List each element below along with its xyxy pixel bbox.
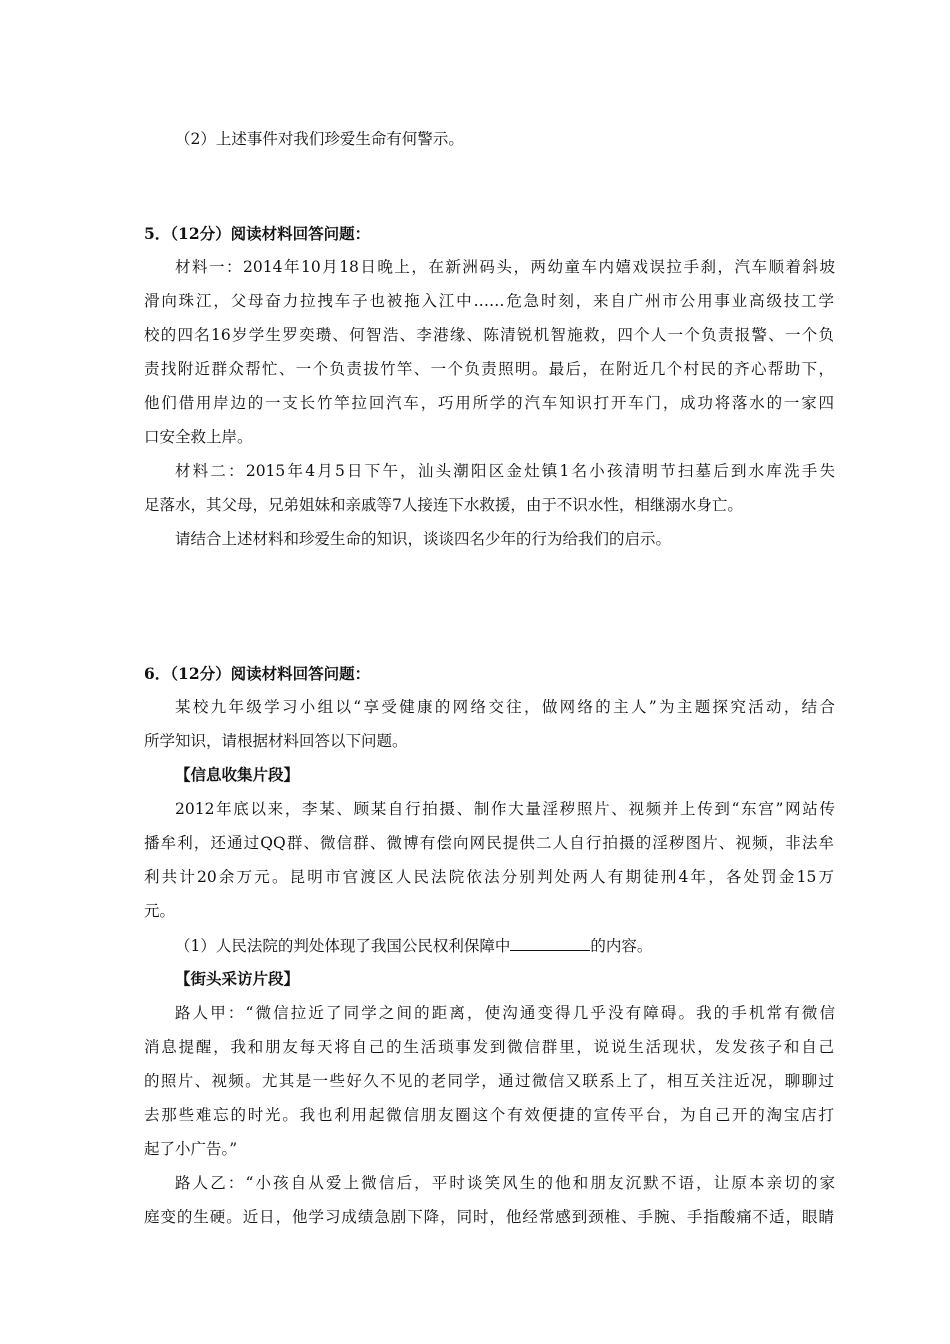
q6-section-info-title: 【信息收集片段】	[175, 765, 300, 784]
q6-passerby1-line: 路人甲：“微信拉近了同学之间的距离，使沟通变得几乎没有障碍。我的手机常有微信	[175, 1004, 835, 1022]
q5-material2-line: 材料二：2015年4月5日下午，汕头潮阳区金灶镇1名小孩清明节扫墓后到水库洗手失	[175, 462, 835, 480]
q5-question: 请结合上述材料和珍爱生命的知识，谈谈四名少年的行为给我们的启示。	[175, 530, 672, 548]
q6-passerby1-line: 的照片、视频。尤其是一些好久不见的老同学，通过微信又联系上了，相互关注近况，聊聊过	[144, 1072, 834, 1090]
q5-material1-line: 口安全救上岸。	[144, 428, 253, 446]
q6-intro-line: 所学知识，请根据材料回答以下问题。	[144, 732, 408, 750]
q5-material1-line: 他们借用岸边的一支长竹竿拉回汽车，巧用所学的汽车知识打开车门，成功将落水的一家四	[144, 394, 834, 412]
q6-passerby2-line: 庭变的生硬。近日，他学习成绩急剧下降，同时，他经常感到颈椎、手腕、手指酸痛不适，眼睛	[144, 1208, 834, 1226]
q5-material1-line: 责找附近群众帮忙、一个负责拔竹竿、一个负责照明。最后，在附近几个村民的齐心帮助下，	[144, 360, 834, 378]
q4-subquestion-2: （2）上述事件对我们珍爱生命有何警示。	[175, 130, 464, 148]
q6-subquestion-1	[175, 935, 835, 956]
q5-material2-line: 足落水，其父母，兄弟姐妹和亲戚等7人接连下水救援，由于不识水性，相继溺水身亡。	[144, 496, 743, 514]
q6-passerby2-line: 路人乙：“小孩自从爱上微信后，平时谈笑风生的他和朋友沉默不语，让原本亲切的家	[175, 1174, 835, 1192]
q6-sub1-text-after: 的内容。	[590, 937, 653, 955]
q5-material1-line: 滑向珠江，父母奋力拉拽车子也被拖入江中……危急时刻，来自广州市公用事业高级技工学	[144, 292, 834, 310]
q6-section-info-line: 利共计20余万元。昆明市官渡区人民法院依法分别判处两人有期徒刑4年，各处罚金15万	[144, 868, 834, 886]
q6-section-interview-title: 【街头采访片段】	[175, 969, 300, 988]
q6-heading: 6．（12分）阅读材料回答问题：	[144, 664, 371, 683]
q6-section-info-line: 元。	[144, 902, 176, 920]
q5-heading: 5．（12分）阅读材料回答问题：	[144, 224, 371, 243]
q6-passerby1-line: 去那些难忘的时光。我也利用起微信朋友圈这个有效便捷的宣传平台，为自己开的淘宝店打	[144, 1106, 834, 1124]
q5-material1-line: 材料一：2014年10月18日晚上，在新洲码头，两幼童车内嬉戏误拉手刹，汽车顺着斜坡	[175, 258, 835, 276]
q6-passerby1-line: 消息提醒，我和朋友每天将自己的生活琐事发到微信群里，说说生活现状，发发孩子和自己	[144, 1038, 834, 1056]
q6-sub1-text-before: （1）人民法院的判处体现了我国公民权利保障中	[175, 937, 511, 955]
answer-blank[interactable]	[510, 935, 590, 951]
q6-intro-line: 某校九年级学习小组以“享受健康的网络交往，做网络的主人”为主题探究活动，结合	[175, 698, 835, 716]
q6-section-info-line: 播牟利，还通过QQ群、微信群、微博有偿向网民提供二人自行拍摄的淫秽图片、视频，非法牟	[144, 834, 834, 852]
q5-material1-line: 校的四名16岁学生罗奕瓒、何智浩、李港缘、陈清锐机智施救，四个人一个负责报警、一个负	[144, 326, 834, 344]
q6-passerby1-line: 起了小广告。”	[144, 1140, 238, 1158]
q6-section-info-line: 2012年底以来，李某、顾某自行拍摄、制作大量淫秽照片、视频并上传到“东宫”网站传	[175, 800, 835, 818]
